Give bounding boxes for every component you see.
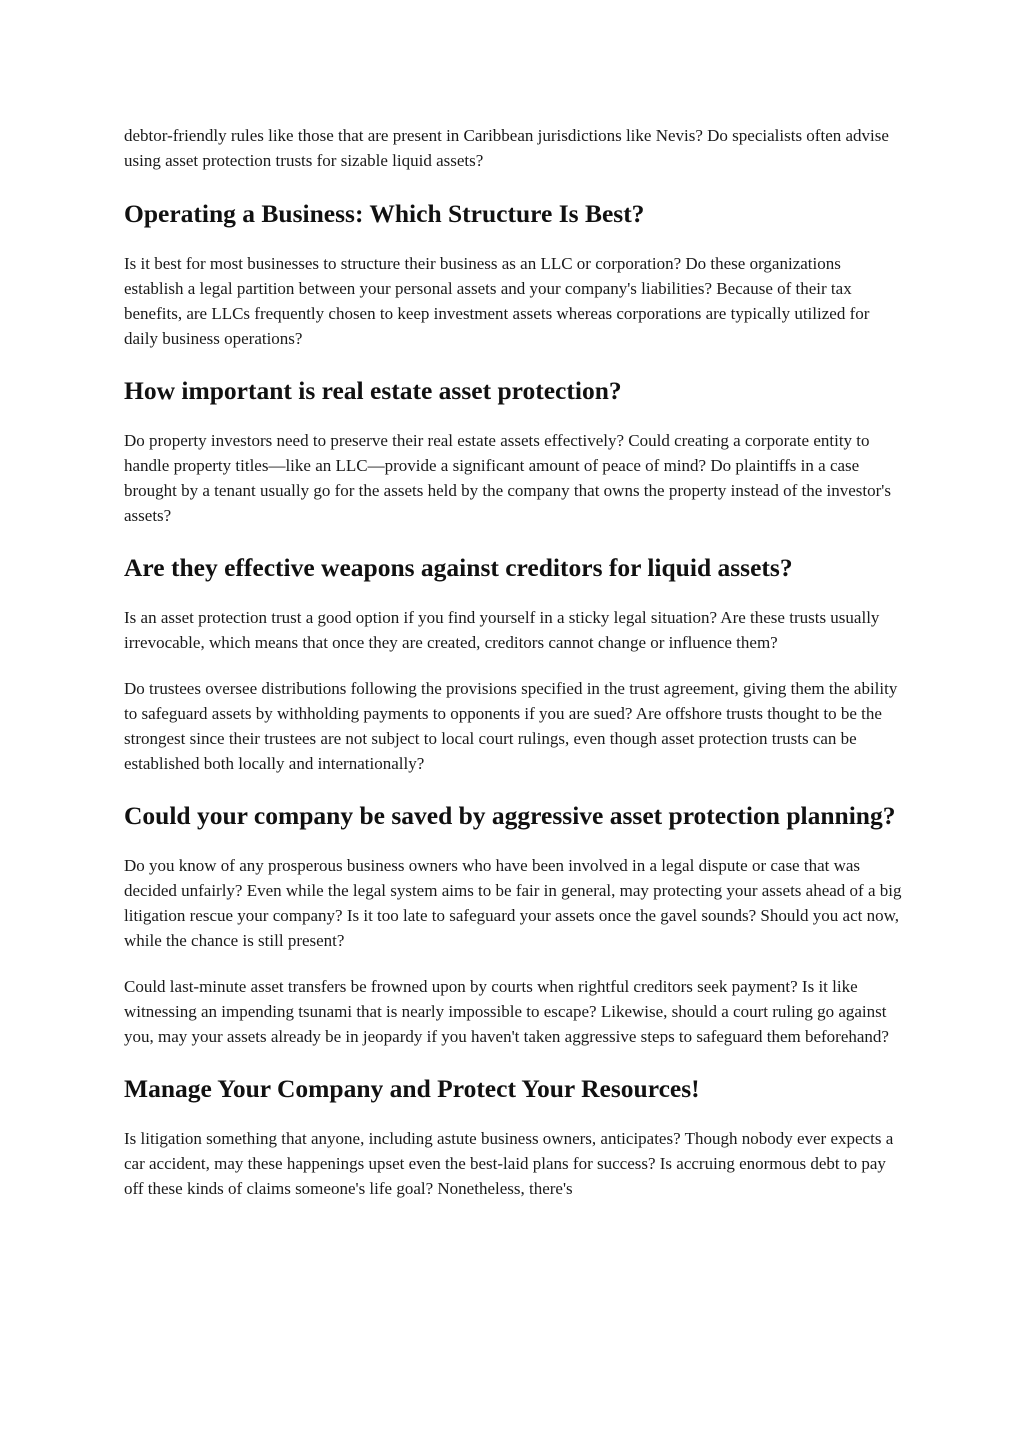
section-heading-creditors: Are they effective weapons against creditors for liquid assets? — [124, 553, 793, 582]
section-paragraph: Is an asset protection trust a good option if you find yourself in a sticky legal situation? Are these trusts usually irrevocable, which means that once they are created, creditors cannot change or influence them? — [124, 608, 880, 652]
section-heading-real-estate: How important is real estate asset protection? — [124, 376, 622, 405]
section-paragraph: Could last-minute asset transfers be frowned upon by courts when rightful creditors seek payment? Is it like witnessing an impending tsunami that is nearly impossible to escape? Likewise, should a court ruling go against you, may your assets already be in jeopardy if you haven't taken aggressive steps to safeguard them beforehand? — [124, 977, 889, 1046]
section-paragraph: Do property investors need to preserve their real estate assets effectively? Could creating a corporate entity to handle property titles—like an LLC—provide a significant amount of peace of mind? Do plaintiffs in a case brought by a tenant usually go for the assets held by the company that owns the property instead of the investor's assets? — [124, 431, 891, 525]
section-heading-manage-company: Manage Your Company and Protect Your Resources! — [124, 1074, 700, 1103]
section-heading-business-structure: Operating a Business: Which Structure Is Best? — [124, 199, 645, 228]
document-page — [124, 123, 904, 1222]
section-paragraph: Is litigation something that anyone, including astute business owners, anticipates? Though nobody ever expects a car accident, may these happenings upset even the best-laid plans for success? Is accruing enormous debt to pay off these kinds of claims someone's life goal? Nonetheless, there's — [124, 1129, 894, 1198]
intro-paragraph: debtor-friendly rules like those that are present in Caribbean jurisdictions like Nevis? Do specialists often advise using asset protection trusts for sizable liquid assets? — [124, 126, 889, 170]
section-paragraph: Do you know of any prosperous business owners who have been involved in a legal dispute or case that was decided unfairly? Even while the legal system aims to be fair in general, may protecting your assets ahead of a big litigation rescue your company? Is it too late to safeguard your assets once the gavel sounds? Should you act now, while the chance is still present? — [124, 856, 902, 950]
section-paragraph: Do trustees oversee distributions following the provisions specified in the trust agreement, giving them the ability to safeguard assets by withholding payments to opponents if you are sued? Are offshore trusts thought to be the strongest since their trustees are not subject to local court rulings, even though asset protection trusts can be established both locally and internationally? — [124, 679, 898, 773]
section-paragraph: Is it best for most businesses to structure their business as an LLC or corporation? Do these organizations establish a legal partition between your personal assets and your company's liabilities? Because of their tax benefits, are LLCs frequently chosen to keep investment assets whereas corporations are typically utilized for daily business operations? — [124, 254, 870, 348]
section-heading-aggressive-planning: Could your company be saved by aggressive asset protection planning? — [124, 801, 896, 830]
